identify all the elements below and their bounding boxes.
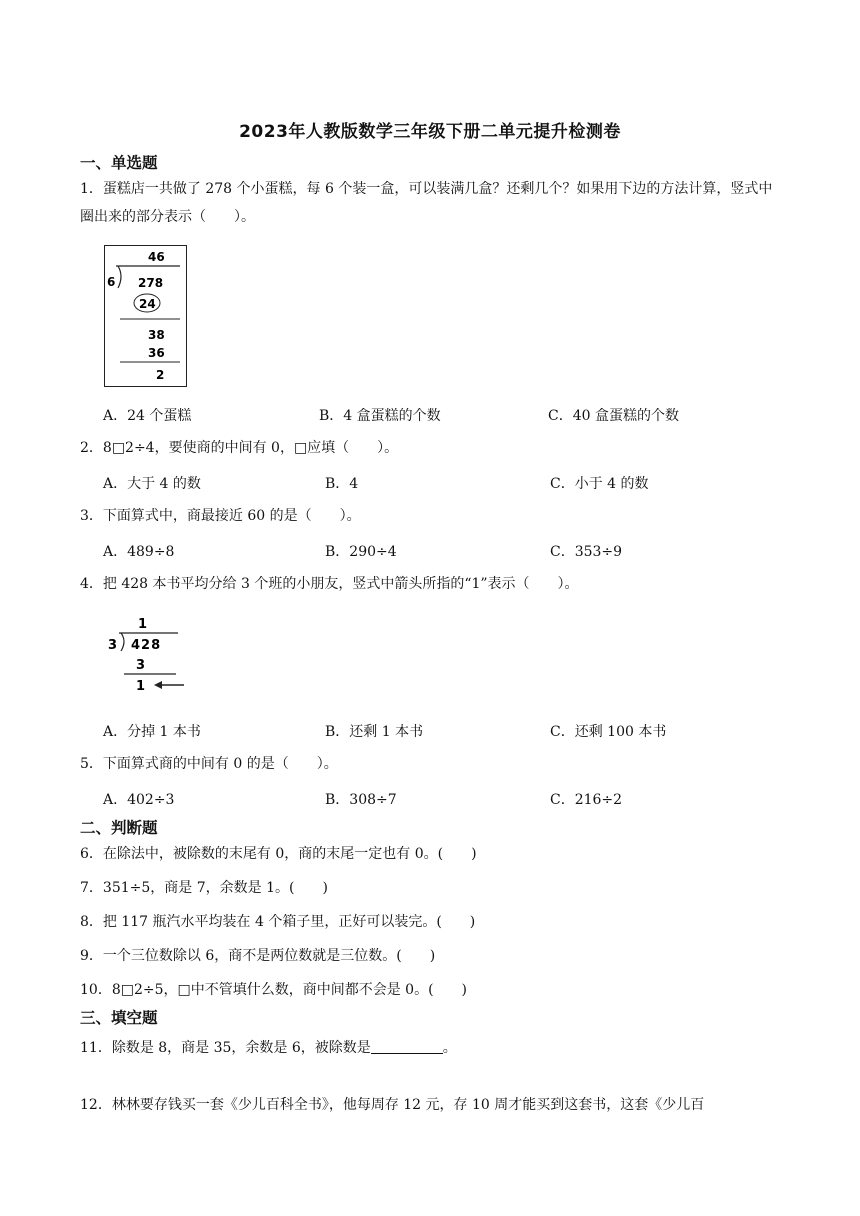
remainder: 2 <box>156 368 165 382</box>
question-4-options <box>103 721 783 743</box>
option-a[interactable]: A．24 个蛋糕 <box>103 408 192 424</box>
question-11 <box>80 1034 780 1062</box>
arrow-head-icon <box>154 681 162 689</box>
question-11-tail: 。 <box>442 1040 457 1056</box>
quotient: 46 <box>148 250 165 264</box>
option-a[interactable]: A．大于 4 的数 <box>103 476 201 492</box>
quotient: 1 <box>138 617 148 632</box>
page-title: 2023年人教版数学三年级下册二单元提升检测卷 <box>239 122 621 142</box>
division-bracket <box>121 633 124 651</box>
question-1-text: 1．蛋糕店一共做了 278 个小蛋糕，每 6 个装一盒，可以装满几盒？还剩几个？如果用下边的方法计算，竖式中圈出来的部分表示（ ）。 <box>80 181 773 225</box>
question-1-options <box>103 405 783 427</box>
question-2-options <box>103 473 783 495</box>
question-3-options <box>103 541 783 563</box>
figure-frame <box>105 246 187 387</box>
option-c[interactable]: C．40 盒蛋糕的个数 <box>548 408 679 424</box>
option-b[interactable]: B．4 <box>325 476 359 492</box>
option-b[interactable]: B．308÷7 <box>325 792 397 808</box>
option-c[interactable]: C．216÷2 <box>550 792 623 808</box>
section-heading-true-false: 二、判断题 <box>80 819 158 837</box>
option-c[interactable]: C．还剩 100 本书 <box>550 724 667 740</box>
question-10-text: 10．8□2÷5，□中不管填什么数，商中间都不会是 0。( ) <box>80 982 468 998</box>
remainder: 1 <box>136 679 146 694</box>
question-7-text: 7．351÷5，商是 7，余数是 1。( ) <box>80 880 328 896</box>
divisor: 6 <box>107 275 116 289</box>
question-4-long-division-figure <box>104 615 192 695</box>
option-c[interactable]: C．小于 4 的数 <box>550 476 649 492</box>
division-bracket <box>118 266 121 288</box>
option-b[interactable]: B．290÷4 <box>325 544 397 560</box>
dividend: 278 <box>138 276 164 290</box>
question-9-text: 9．一个三位数除以 6，商不是两位数就是三位数。( ) <box>80 948 436 964</box>
section-heading-single-choice: 一、单选题 <box>80 154 158 172</box>
divisor: 3 <box>108 638 118 653</box>
option-a[interactable]: A．402÷3 <box>103 792 175 808</box>
answer-blank[interactable] <box>371 1039 443 1054</box>
option-b[interactable]: B．4 盒蛋糕的个数 <box>319 408 441 424</box>
question-8-text: 8．把 117 瓶汽水平均装在 4 个箱子里，正好可以装完。( ) <box>80 914 476 930</box>
question-1-long-division-figure <box>100 244 192 390</box>
option-b[interactable]: B．还剩 1 本书 <box>325 724 424 740</box>
question-5-text: 5．下面算式商的中间有 0 的是（ ）。 <box>80 756 338 772</box>
partial-product-1: 24 <box>139 297 156 311</box>
section-heading-fill-blank: 三、填空题 <box>80 1009 158 1027</box>
option-a[interactable]: A．分掉 1 本书 <box>103 724 201 740</box>
question-6-text: 6．在除法中，被除数的末尾有 0，商的末尾一定也有 0。( ) <box>80 846 477 862</box>
question-12-text: 12．林林要存钱买一套《少儿百科全书》，他每周存 12 元，存 10 周才能买到这套书，这套《少儿百 <box>80 1097 705 1113</box>
question-4-text: 4．把 428 本书平均分给 3 个班的小朋友，竖式中箭头所指的“1”表示（ ）。 <box>80 576 579 592</box>
option-a[interactable]: A．489÷8 <box>103 544 175 560</box>
question-5-options <box>103 789 783 811</box>
partial-product-2: 36 <box>148 346 165 360</box>
option-c[interactable]: C．353÷9 <box>550 544 623 560</box>
question-2-text: 2．8□2÷4，要使商的中间有 0，□应填（ ）。 <box>80 440 399 456</box>
dividend: 428 <box>131 638 162 653</box>
question-11-text: 11．除数是 8，商是 35，余数是 6，被除数是 <box>80 1040 371 1056</box>
partial-product: 3 <box>136 658 146 673</box>
question-3-text: 3．下面算式中，商最接近 60 的是（ ）。 <box>80 508 361 524</box>
partial-dividend: 38 <box>148 328 165 342</box>
